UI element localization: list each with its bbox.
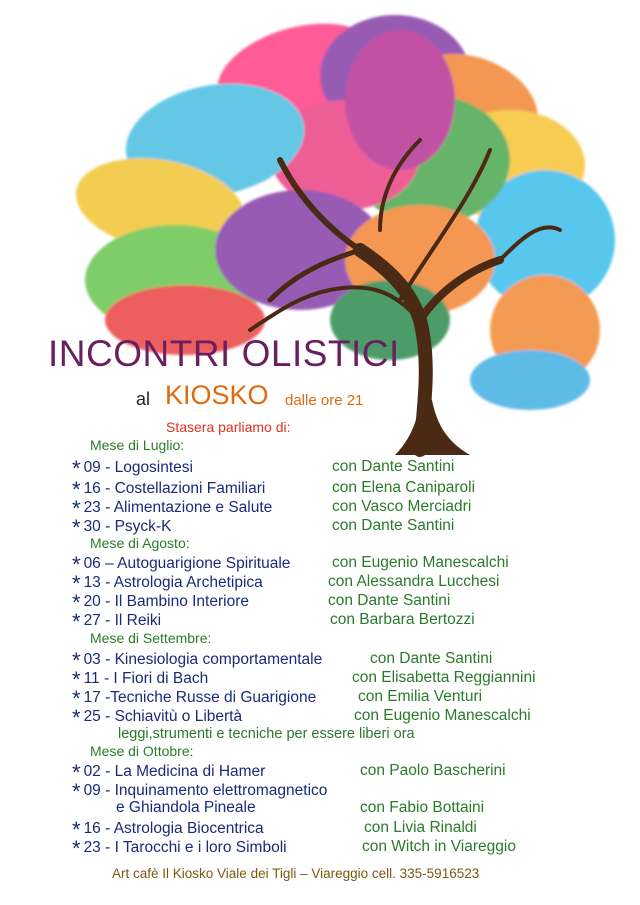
bullet-star: * xyxy=(72,552,81,577)
item-host: con Elisabetta Reggiannini xyxy=(352,669,536,686)
item-host: con Dante Santini xyxy=(328,592,451,609)
item-text: 02 - La Medicina di Hamer xyxy=(83,763,266,780)
item-text: 11 - I Fiori di Bach xyxy=(83,670,209,687)
item-host: con Alessandra Lucchesi xyxy=(328,573,500,590)
item-host: con Emilia Venturi xyxy=(358,688,483,705)
bullet-star: * xyxy=(72,456,81,481)
item-host: con Eugenio Manescalchi xyxy=(354,707,531,724)
item-text: 13 - Astrologia Archetipica xyxy=(83,574,263,591)
bullet-star: * xyxy=(72,686,81,711)
item-host: con Eugenio Manescalchi xyxy=(332,554,509,571)
item-note: leggi,strumenti e tecniche per essere liberi ora xyxy=(118,726,415,742)
item-text: 27 - Il Reiki xyxy=(83,612,162,629)
item-host: con Elena Caniparoli xyxy=(332,479,476,496)
bullet-star: * xyxy=(72,760,81,785)
subtitle-kiosko: KIOSKO xyxy=(165,380,269,410)
item-text: 16 - Astrologia Biocentrica xyxy=(83,820,264,837)
item-text: 09 - Logosintesi xyxy=(83,459,193,476)
item-text: 20 - Il Bambino Interiore xyxy=(83,593,249,610)
page-title: INCONTRI OLISTICI xyxy=(48,333,400,374)
bullet-star: * xyxy=(72,705,81,730)
month-label-july: Mese di Luglio: xyxy=(90,437,185,453)
item-host: con Dante Santini xyxy=(370,650,493,667)
bullet-star: * xyxy=(72,496,81,521)
bullet-star: * xyxy=(72,836,81,861)
item-host: con Witch in Viareggio xyxy=(362,838,516,855)
item-host: con Livia Rinaldi xyxy=(364,819,477,836)
item-text: 16 - Costellazioni Familiari xyxy=(83,480,266,497)
item-host: con Dante Santini xyxy=(332,458,455,475)
bullet-star: * xyxy=(72,648,81,673)
item-text: 23 - Alimentazione e Salute xyxy=(83,499,273,516)
item-text: 03 - Kinesiologia comportamentale xyxy=(83,651,323,668)
footer-contact: Art cafè Il Kiosko Viale dei Tigli – Viareggio cell. 335-5916523 xyxy=(112,866,480,881)
subtitle-al: al xyxy=(136,389,151,409)
item-text: 23 - I Tarocchi e i loro Simboli xyxy=(83,839,287,856)
item-text: 30 - Psyck-K xyxy=(83,518,172,535)
list-item-continuation: e Ghiandola Pineale xyxy=(116,799,256,816)
month-label-august: Mese di Agosto: xyxy=(90,535,190,551)
item-host: con Barbara Bertozzi xyxy=(330,611,475,628)
month-label-september: Mese di Settembre: xyxy=(90,630,212,646)
item-text: 17 -Tecniche Russe di Guarigione xyxy=(83,689,317,706)
item-host: con Dante Santini xyxy=(332,517,455,534)
bullet-star: * xyxy=(72,817,81,842)
bullet-star: * xyxy=(72,477,81,502)
subtitle-time: dalle ore 21 xyxy=(285,392,364,409)
item-text: 06 – Autoguarigione Spirituale xyxy=(83,555,291,572)
list-item xyxy=(72,836,287,862)
bullet-star: * xyxy=(72,515,81,540)
item-text: 25 - Schiavitù o Libertà xyxy=(83,708,243,725)
item-host: con Fabio Bottaini xyxy=(360,799,485,816)
bullet-star: * xyxy=(72,571,81,596)
item-text: 09 - Inquinamento elettromagnetico xyxy=(83,782,328,799)
bullet-star: * xyxy=(72,609,81,634)
bullet-star: * xyxy=(72,667,81,692)
item-host: con Paolo Bascherini xyxy=(360,762,506,779)
item-host: con Vasco Merciadri xyxy=(332,498,472,515)
bullet-star: * xyxy=(72,779,81,804)
intro-text: Stasera parliamo di: xyxy=(166,419,291,435)
month-label-october: Mese di Ottobre: xyxy=(90,743,194,759)
bullet-star: * xyxy=(72,590,81,615)
